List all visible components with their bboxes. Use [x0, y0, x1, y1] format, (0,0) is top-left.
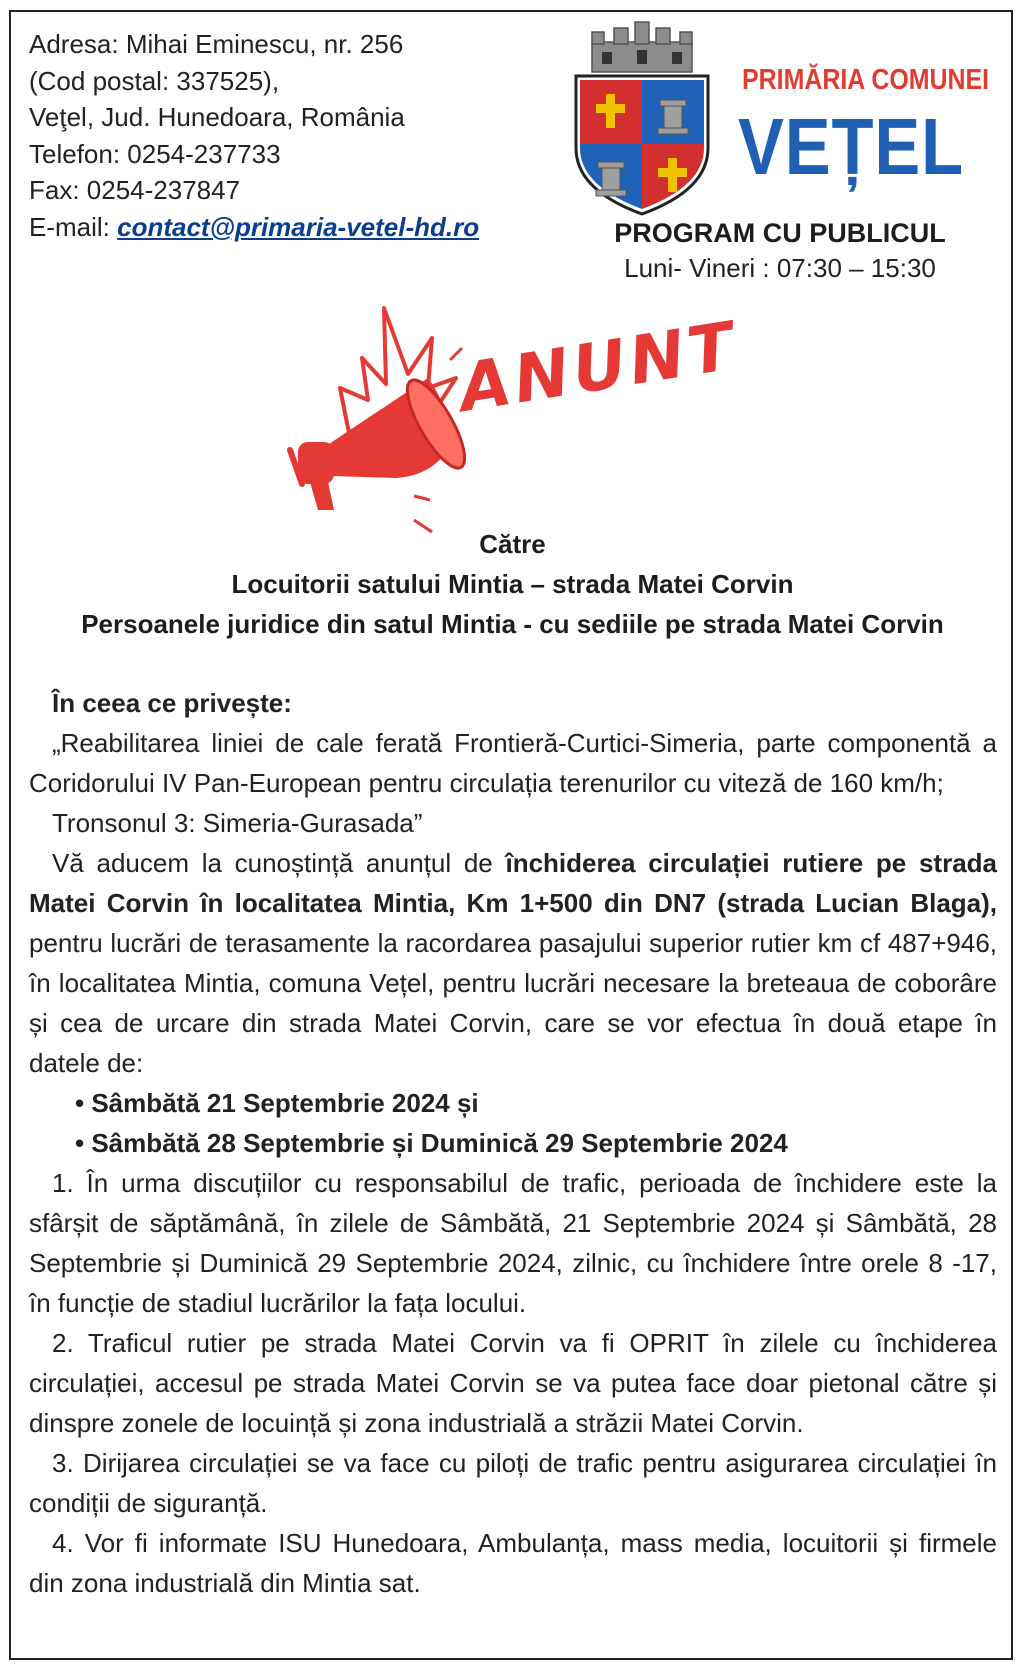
notice-intro: Vă aducem la cunoștință anunțul de — [52, 848, 506, 878]
coat-of-arms-icon — [572, 20, 712, 220]
phone-line: Telefon: 0254-237733 — [29, 138, 281, 169]
notice-paragraph — [29, 843, 997, 1083]
address-block — [29, 26, 479, 245]
notice-bold: închiderea circulației rutiere pe strada Matei Corvin în localitatea Mintia, Km 1+500 din DN7 (strada Lucian Blaga), — [29, 848, 998, 918]
closure-date-item: • Sâmbătă 28 Septembrie și Duminică 29 Septembrie 2024 — [75, 1123, 997, 1163]
notice-body — [29, 683, 997, 1603]
addressee-line: Persoanele juridice din satul Mintia - cu sediile pe strada Matei Corvin — [81, 609, 944, 639]
addressee-line: Locuitorii satului Mintia – strada Matei Corvin — [231, 569, 794, 599]
institution-label: PRIMĂRIA COMUNEI — [742, 64, 990, 96]
locality-line: Veţel, Jud. Hunedoara, România — [29, 102, 405, 132]
point-paragraph: 4. Vor fi informate ISU Hunedoara, Ambulanța, mass media, locuitorii și firmele din zona industrială din Mintia sat. — [29, 1528, 997, 1598]
program-hours: Luni- Vineri : 07:30 – 15:30 — [624, 253, 936, 283]
program-title: PROGRAM CU PUBLICUL — [614, 218, 946, 248]
closure-date-item: • Sâmbătă 21 Septembrie 2024 și — [75, 1083, 997, 1123]
postal-code-line: (Cod postal: 337525), — [29, 65, 280, 96]
regarding-heading: În ceea ce privește: — [52, 688, 292, 718]
project-paragraph: „Reabilitarea liniei de cale ferată Frontieră-Curtici-Simeria, parte componentă a Coridorului IV Pan-European pentru circulația terenurilor cu viteză de 160 km/h; — [29, 728, 997, 798]
point-paragraph: 3. Dirijarea circulației se va face cu piloți de trafic pentru asigurarea circulației în condiții de siguranță. — [29, 1448, 997, 1518]
notice-rest: pentru lucrări de terasamente la racordarea pasajului superior rutier km cf 487+946, în localitatea Mintia, comuna Vețel, pentru lucrări necesare la breteaua de coborâre și cea de urcare din strada Matei Corvin, care se vor efectua în două etape în datele de: — [29, 928, 997, 1078]
announcement-banner-title: ANUNT — [453, 307, 743, 427]
addressee-block — [0, 524, 1025, 644]
point-paragraph: 2. Traficul rutier pe strada Matei Corvin va fi OPRIT în zilele cu închiderea circulației, accesul pe strada Matei Corvin se va putea face doar pietonal către și dinspre zonele de locuință și zona industrială a străzii Matei Corvin. — [29, 1328, 997, 1438]
section-paragraph: Tronsonul 3: Simeria-Gurasada” — [52, 808, 423, 838]
email-line — [29, 209, 479, 246]
closure-dates-list — [29, 1083, 997, 1163]
point-paragraph: 1. În urma discuțiilor cu responsabilul de trafic, perioada de închidere este la sfârșit de săptămână, în zilele de Sâmbătă, 21 Septembrie 2024 și Sâmbătă, 28 Septembrie și Duminică 29 Septembrie 2024, zilnic, cu închidere între orele 8 -17, în funcție de stadiul lucrărilor la fața locului. — [29, 1168, 997, 1318]
email-link[interactable]: contact@primaria-vetel-hd.ro — [117, 211, 480, 242]
institution-name: VEȚEL — [738, 102, 965, 191]
fax-line: Fax: 0254-237847 — [29, 175, 241, 205]
email-label: E-mail: — [29, 211, 118, 242]
to-label: Către — [479, 529, 546, 559]
address-line: Adresa: Mihai Eminescu, nr. 256 — [29, 29, 404, 59]
